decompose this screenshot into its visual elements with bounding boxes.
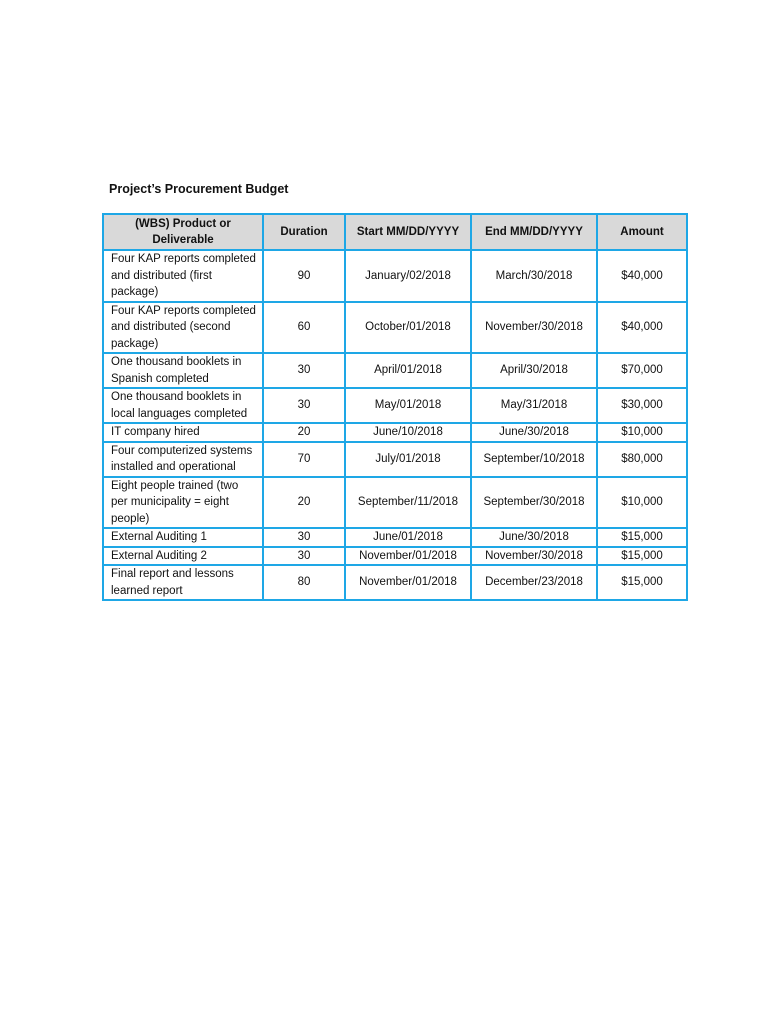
cell-start: January/02/2018	[345, 250, 471, 302]
cell-end: November/30/2018	[471, 547, 597, 566]
header-wbs: (WBS) Product or Deliverable	[103, 214, 263, 250]
cell-amount: $15,000	[597, 565, 687, 600]
cell-end: November/30/2018	[471, 302, 597, 354]
cell-duration: 30	[263, 528, 345, 547]
cell-start: October/01/2018	[345, 302, 471, 354]
cell-duration: 60	[263, 302, 345, 354]
table-row	[103, 547, 687, 566]
cell-duration: 80	[263, 565, 345, 600]
header-start: Start MM/DD/YYYY	[345, 214, 471, 250]
cell-wbs: One thousand booklets in Spanish completed	[103, 353, 263, 388]
cell-wbs: External Auditing 1	[103, 528, 263, 547]
cell-amount: $10,000	[597, 477, 687, 529]
cell-amount: $80,000	[597, 442, 687, 477]
table-row	[103, 250, 687, 302]
cell-wbs: IT company hired	[103, 423, 263, 442]
header-duration: Duration	[263, 214, 345, 250]
table-row	[103, 528, 687, 547]
table-row	[103, 353, 687, 388]
cell-wbs: Four KAP reports completed and distributed (first package)	[103, 250, 263, 302]
cell-end: May/31/2018	[471, 388, 597, 423]
cell-amount: $40,000	[597, 250, 687, 302]
cell-start: November/01/2018	[345, 547, 471, 566]
cell-duration: 30	[263, 547, 345, 566]
header-end: End MM/DD/YYYY	[471, 214, 597, 250]
cell-start: June/01/2018	[345, 528, 471, 547]
cell-end: March/30/2018	[471, 250, 597, 302]
cell-start: November/01/2018	[345, 565, 471, 600]
cell-wbs: One thousand booklets in local languages completed	[103, 388, 263, 423]
table-row	[103, 388, 687, 423]
table-row	[103, 565, 687, 600]
cell-amount: $70,000	[597, 353, 687, 388]
table-row	[103, 477, 687, 529]
procurement-budget-table	[102, 213, 688, 601]
cell-duration: 70	[263, 442, 345, 477]
cell-start: May/01/2018	[345, 388, 471, 423]
cell-start: April/01/2018	[345, 353, 471, 388]
cell-wbs: Eight people trained (two per municipality = eight people)	[103, 477, 263, 529]
cell-end: April/30/2018	[471, 353, 597, 388]
cell-duration: 20	[263, 423, 345, 442]
cell-start: September/11/2018	[345, 477, 471, 529]
document-title: Project’s Procurement Budget	[109, 182, 289, 196]
cell-amount: $30,000	[597, 388, 687, 423]
cell-end: June/30/2018	[471, 423, 597, 442]
cell-amount: $15,000	[597, 547, 687, 566]
table-row	[103, 442, 687, 477]
table-row	[103, 302, 687, 354]
cell-wbs: Four KAP reports completed and distributed (second package)	[103, 302, 263, 354]
cell-duration: 20	[263, 477, 345, 529]
header-amount: Amount	[597, 214, 687, 250]
cell-amount: $10,000	[597, 423, 687, 442]
cell-end: June/30/2018	[471, 528, 597, 547]
cell-end: December/23/2018	[471, 565, 597, 600]
cell-wbs: Final report and lessons learned report	[103, 565, 263, 600]
cell-duration: 30	[263, 353, 345, 388]
cell-end: September/30/2018	[471, 477, 597, 529]
cell-start: June/10/2018	[345, 423, 471, 442]
cell-end: September/10/2018	[471, 442, 597, 477]
table-row	[103, 423, 687, 442]
cell-amount: $15,000	[597, 528, 687, 547]
cell-duration: 30	[263, 388, 345, 423]
table-header-row	[103, 214, 687, 250]
cell-wbs: Four computerized systems installed and operational	[103, 442, 263, 477]
cell-amount: $40,000	[597, 302, 687, 354]
cell-start: July/01/2018	[345, 442, 471, 477]
cell-duration: 90	[263, 250, 345, 302]
cell-wbs: External Auditing 2	[103, 547, 263, 566]
